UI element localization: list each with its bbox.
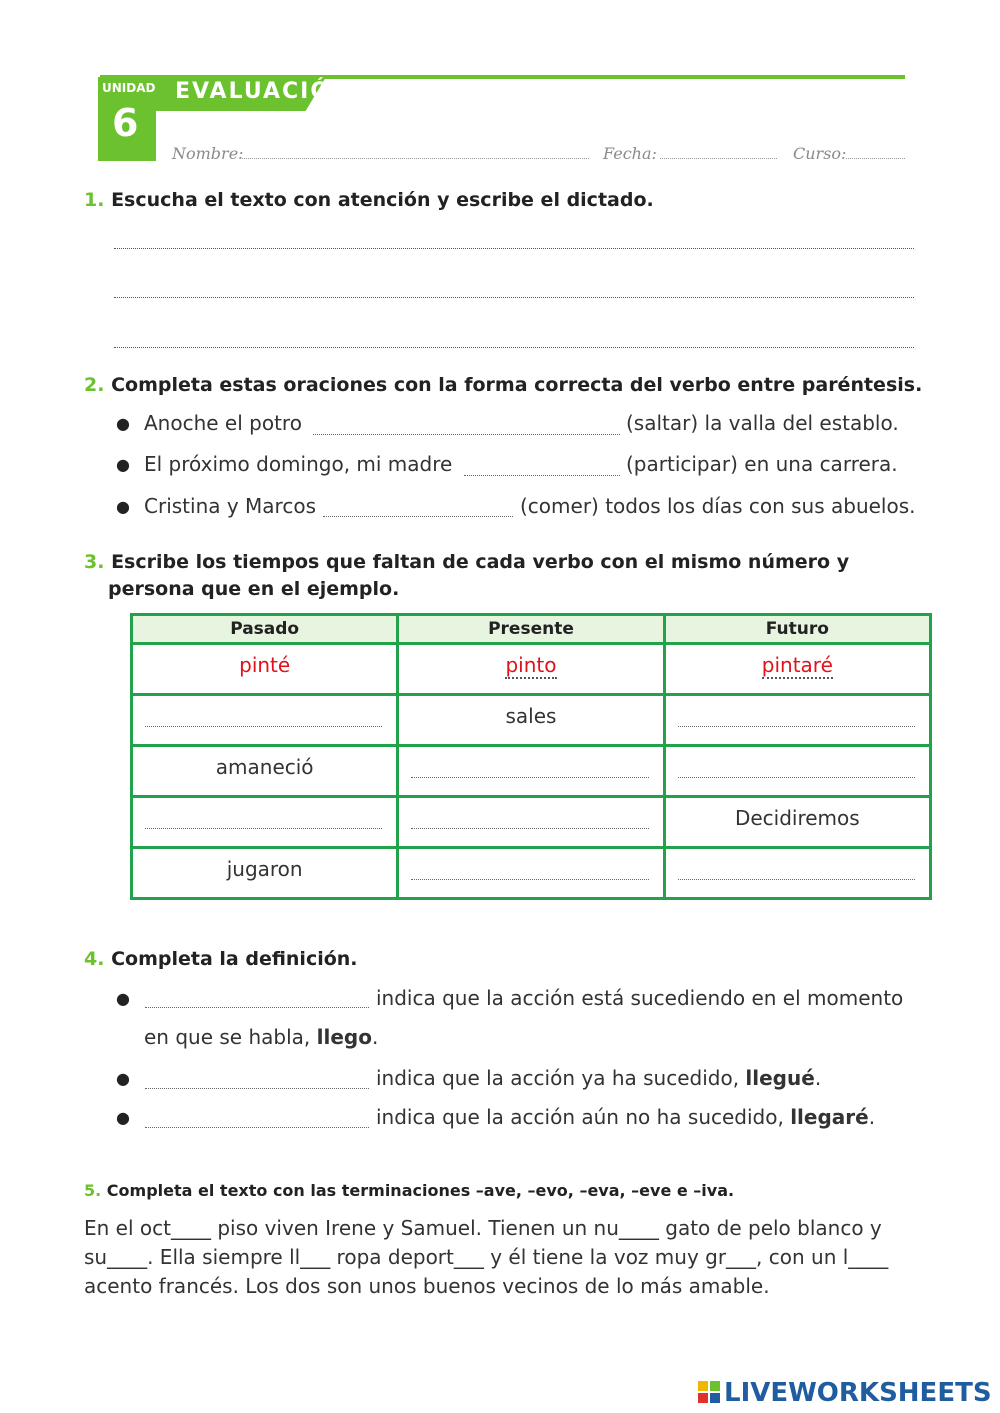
table-header-row [132,615,931,644]
sentence-1-end: (saltar) la valla del establo. [626,411,899,435]
bullet: ● [116,989,130,1008]
question-text: Completa estas oraciones con la forma correcta del verbo entre paréntesis. [111,374,923,396]
definition-3-text: indica que la acción aún no ha sucedido, llegaré. [376,1105,876,1129]
definition-1-blank[interactable] [145,1007,369,1008]
dictation-line-3[interactable] [114,347,914,348]
paragraph-line-2: su____. Ella siempre ll___ ropa deport___ y él tiene la voz muy gr___, con un l____ [84,1245,889,1269]
sentence-3-end: (comer) todos los días con sus abuelos. [520,494,916,518]
question-text: Completa la definición. [111,948,358,970]
unit-word: UNIDAD [102,81,156,95]
date-field[interactable] [660,158,777,159]
paragraph-line-1: En el oct____ piso viven Irene y Samuel. Tienen un nu____ gato de pelo blanco y [84,1216,882,1240]
example-present: pinto [398,644,664,695]
course-field[interactable] [846,158,905,159]
sentence-1-blank[interactable] [313,434,620,435]
table-row [132,695,931,746]
table-cell: Decidiremos [664,797,930,848]
name-field[interactable] [242,158,589,159]
definition-1-text: indica que la acción está sucediendo en el momento [376,986,904,1010]
question-number: 4. [84,948,105,970]
unit-badge [98,77,156,161]
liveworksheets-logo [698,1378,992,1408]
table-row [132,848,931,899]
definition-2-text: indica que la acción ya ha sucedido, llegué. [376,1066,822,1090]
question-text: Completa el texto con las terminaciones –ave, –evo, –eva, –eve e –iva. [106,1181,735,1200]
logo-text: LIVEWORKSHEETS [724,1378,992,1408]
table-cell: amaneció [132,746,398,797]
table-cell: sales [398,695,664,746]
name-label: Nombre: [172,144,244,163]
table-row [132,746,931,797]
sentence-2-blank[interactable] [464,475,620,476]
verb-table [130,613,932,900]
table-cell-blank[interactable] [132,695,398,746]
logo-mark-icon [698,1381,720,1403]
question-2-title [84,374,922,396]
dictation-line-2[interactable] [114,297,914,298]
example-future: pintaré [664,644,930,695]
col-header-past: Pasado [132,615,398,644]
question-3-title-cont: persona que en el ejemplo. [108,578,400,600]
definition-3-blank[interactable] [145,1127,369,1128]
sentence-3-blank[interactable] [323,516,513,517]
table-row-example [132,644,931,695]
question-number: 2. [84,374,105,396]
table-cell-blank[interactable] [664,695,930,746]
sentence-3-start: Cristina y Marcos [144,494,316,518]
bullet: ● [116,455,130,474]
table-cell-blank[interactable] [664,746,930,797]
bullet: ● [116,1108,130,1127]
question-number: 5. [84,1181,102,1200]
table-cell-blank[interactable] [398,746,664,797]
definition-1-cont: en que se habla, llego. [144,1025,379,1049]
table-cell-blank[interactable] [132,797,398,848]
question-3-title [84,551,849,573]
question-number: 3. [84,551,105,573]
table-cell-blank[interactable] [398,797,664,848]
bullet: ● [116,1069,130,1088]
page-title: EVALUACIÓN [175,79,352,104]
paragraph-line-3: acento francés. Los dos son unos buenos vecinos de lo más amable. [84,1274,770,1298]
table-cell: jugaron [132,848,398,899]
date-label: Fecha: [603,144,657,163]
table-row [132,797,931,848]
sentence-2-start: El próximo domingo, mi madre [144,452,453,476]
sentence-1-start: Anoche el potro [144,411,302,435]
col-header-present: Presente [398,615,664,644]
example-past: pinté [132,644,398,695]
unit-number: 6 [112,101,139,145]
bullet: ● [116,497,130,516]
question-1-title [84,189,654,211]
question-text: Escribe los tiempos que faltan de cada verbo con el mismo número y [111,551,850,573]
definition-2-blank[interactable] [145,1088,369,1089]
table-cell-blank[interactable] [664,848,930,899]
question-5-title [84,1181,734,1200]
bullet: ● [116,414,130,433]
question-4-title [84,948,358,970]
question-text: Escucha el texto con atención y escribe el dictado. [111,189,654,211]
sentence-2-end: (participar) en una carrera. [626,452,898,476]
table-cell-blank[interactable] [398,848,664,899]
dictation-line-1[interactable] [114,248,914,249]
question-number: 1. [84,189,105,211]
col-header-future: Futuro [664,615,930,644]
course-label: Curso: [793,144,847,163]
